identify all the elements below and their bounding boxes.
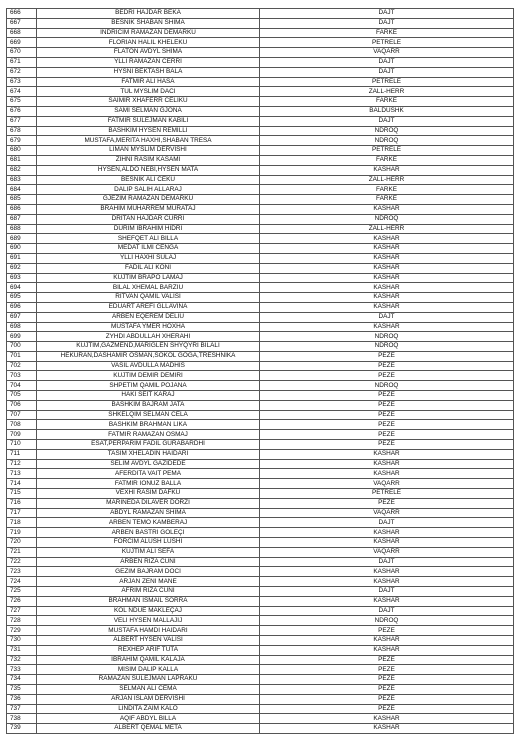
records-table-body	[7, 9, 514, 734]
village-name: VAQARR	[260, 508, 514, 518]
table-row	[7, 577, 514, 587]
owner-name: HYSNI BEKTASH BALA	[37, 67, 260, 77]
row-number: 705	[7, 391, 37, 401]
row-number: 718	[7, 518, 37, 528]
village-name: KASHAR	[260, 302, 514, 312]
village-name: KASHAR	[260, 263, 514, 273]
village-name: KASHAR	[260, 449, 514, 459]
table-row	[7, 587, 514, 597]
village-name: PEZE	[260, 626, 514, 636]
village-name: PEZE	[260, 675, 514, 685]
owner-name: AFRIM RIZA CUNI	[37, 587, 260, 597]
owner-name: KOL NDUE MAKLEÇAJ	[37, 606, 260, 616]
table-row	[7, 616, 514, 626]
table-row	[7, 312, 514, 322]
owner-name: FATMIR IONUZ BALLA	[37, 479, 260, 489]
row-number: 724	[7, 577, 37, 587]
table-row	[7, 684, 514, 694]
table-row	[7, 116, 514, 126]
owner-name: SHKELQIM SELMAN CELA	[37, 410, 260, 420]
owner-name: HYSEN,ALDO NEBI,HYSEN MATA	[37, 165, 260, 175]
row-number: 720	[7, 538, 37, 548]
owner-name: BESNIK ALI CEKU	[37, 175, 260, 185]
village-name: DAJT	[260, 587, 514, 597]
owner-name: KUJTIM BRAPO LAMAJ	[37, 273, 260, 283]
table-row	[7, 195, 514, 205]
table-row	[7, 391, 514, 401]
table-row	[7, 567, 514, 577]
village-name: KASHAR	[260, 244, 514, 254]
village-name: PETRELE	[260, 77, 514, 87]
village-name: BALDUSHK	[260, 106, 514, 116]
owner-name: FATMIR ALI HASA	[37, 77, 260, 87]
village-name: PEZE	[260, 361, 514, 371]
row-number: 688	[7, 224, 37, 234]
records-sheet	[6, 8, 507, 734]
row-number: 696	[7, 302, 37, 312]
owner-name: SAMI SELMAN GJONA	[37, 106, 260, 116]
village-name: NDROQ	[260, 342, 514, 352]
table-row	[7, 28, 514, 38]
village-name: VAQARR	[260, 48, 514, 58]
table-row	[7, 724, 514, 734]
village-name: DAJT	[260, 18, 514, 28]
row-number: 715	[7, 489, 37, 499]
village-name: PEZE	[260, 684, 514, 694]
row-number: 713	[7, 469, 37, 479]
owner-name: SAIMIR XHAFERR CELIKU	[37, 97, 260, 107]
village-name: KASHAR	[260, 283, 514, 293]
owner-name: REXHEP ARIF TUTA	[37, 645, 260, 655]
row-number: 698	[7, 322, 37, 332]
owner-name: SELIM AVDYL GAZIDEDE	[37, 459, 260, 469]
row-number: 686	[7, 204, 37, 214]
row-number: 676	[7, 106, 37, 116]
row-number: 670	[7, 48, 37, 58]
table-row	[7, 469, 514, 479]
owner-name: KUJTIM,GAZMEND,MARIGLEN SHYQYRI BILALI	[37, 342, 260, 352]
village-name: KASHAR	[260, 577, 514, 587]
owner-name: ZYHDI ABDULLAH XHERAHI	[37, 332, 260, 342]
table-row	[7, 126, 514, 136]
village-name: KASHAR	[260, 596, 514, 606]
table-row	[7, 244, 514, 254]
row-number: 707	[7, 410, 37, 420]
row-number: 704	[7, 381, 37, 391]
village-name: VAQARR	[260, 547, 514, 557]
village-name: DAJT	[260, 9, 514, 19]
owner-name: ARJAN ZENI MANE	[37, 577, 260, 587]
row-number: 722	[7, 557, 37, 567]
owner-name: FORCIM ALUSH LUSHI	[37, 538, 260, 548]
row-number: 736	[7, 694, 37, 704]
row-number: 697	[7, 312, 37, 322]
table-row	[7, 214, 514, 224]
owner-name: MUSTAFA,MERITA HAXHI,SHABAN TRESA	[37, 136, 260, 146]
table-row	[7, 489, 514, 499]
table-row	[7, 714, 514, 724]
owner-name: FLATON AVDYL SHIMA	[37, 48, 260, 58]
village-name: PEZE	[260, 704, 514, 714]
table-row	[7, 440, 514, 450]
table-row	[7, 538, 514, 548]
table-row	[7, 224, 514, 234]
table-row	[7, 518, 514, 528]
table-row	[7, 430, 514, 440]
village-name: DAJT	[260, 606, 514, 616]
row-number: 692	[7, 263, 37, 273]
owner-name: AQIF ABDYL BILLA	[37, 714, 260, 724]
village-name: KASHAR	[260, 636, 514, 646]
row-number: 711	[7, 449, 37, 459]
village-name: DAJT	[260, 518, 514, 528]
village-name: PETRELE	[260, 38, 514, 48]
village-name: PEZE	[260, 351, 514, 361]
row-number: 687	[7, 214, 37, 224]
table-row	[7, 655, 514, 665]
table-row	[7, 626, 514, 636]
village-name: PEZE	[260, 430, 514, 440]
village-name: FARKE	[260, 97, 514, 107]
row-number: 691	[7, 253, 37, 263]
row-number: 738	[7, 714, 37, 724]
row-number: 678	[7, 126, 37, 136]
village-name: PEZE	[260, 391, 514, 401]
owner-name: KUJTIM ALI SEFA	[37, 547, 260, 557]
row-number: 683	[7, 175, 37, 185]
table-row	[7, 400, 514, 410]
owner-name: INDRICIM RAMAZAN DEMARKU	[37, 28, 260, 38]
village-name: PETRELE	[260, 146, 514, 156]
row-number: 706	[7, 400, 37, 410]
row-number: 695	[7, 293, 37, 303]
row-number: 667	[7, 18, 37, 28]
table-row	[7, 636, 514, 646]
row-number: 723	[7, 567, 37, 577]
owner-name: GEZIM BAJRAM DOCI	[37, 567, 260, 577]
owner-name: TASIM XHELADIN HAIDARI	[37, 449, 260, 459]
village-name: KASHAR	[260, 645, 514, 655]
row-number: 675	[7, 97, 37, 107]
row-number: 734	[7, 675, 37, 685]
owner-name: SHEFQET ALI BILLA	[37, 234, 260, 244]
table-row	[7, 293, 514, 303]
owner-name: BILAL XHEMAL BARZIU	[37, 283, 260, 293]
row-number: 733	[7, 665, 37, 675]
row-number: 681	[7, 155, 37, 165]
village-name: KASHAR	[260, 528, 514, 538]
village-name: DAJT	[260, 116, 514, 126]
table-row	[7, 528, 514, 538]
owner-name: FATMIR SULEJMAN KABILI	[37, 116, 260, 126]
row-number: 669	[7, 38, 37, 48]
owner-name: YLLI RAMAZAN CERRI	[37, 57, 260, 67]
village-name: KASHAR	[260, 293, 514, 303]
row-number: 735	[7, 684, 37, 694]
row-number: 672	[7, 67, 37, 77]
owner-name: DRITAN HAJDAR CURRI	[37, 214, 260, 224]
table-row	[7, 322, 514, 332]
owner-name: MARINEDA DILAVER DORZI	[37, 498, 260, 508]
owner-name: AFERDITA VAIT PEMA	[37, 469, 260, 479]
table-row	[7, 361, 514, 371]
table-row	[7, 234, 514, 244]
table-row	[7, 57, 514, 67]
table-row	[7, 87, 514, 97]
table-row	[7, 381, 514, 391]
owner-name: KUJTIM DEMIR DEMIRI	[37, 371, 260, 381]
village-name: NDROQ	[260, 381, 514, 391]
owner-name: VEXHI RASIM DAFKU	[37, 489, 260, 499]
row-number: 666	[7, 9, 37, 19]
owner-name: ALBERT HYSEN VALISI	[37, 636, 260, 646]
village-name: NDROQ	[260, 136, 514, 146]
owner-name: LINDITA ZAIM KALO	[37, 704, 260, 714]
village-name: PEZE	[260, 694, 514, 704]
row-number: 689	[7, 234, 37, 244]
village-name: NDROQ	[260, 616, 514, 626]
table-row	[7, 38, 514, 48]
table-row	[7, 18, 514, 28]
row-number: 679	[7, 136, 37, 146]
row-number: 703	[7, 371, 37, 381]
row-number: 717	[7, 508, 37, 518]
row-number: 682	[7, 165, 37, 175]
table-row	[7, 146, 514, 156]
village-name: KASHAR	[260, 567, 514, 577]
owner-name: BASHKIM HYSEN REMILLI	[37, 126, 260, 136]
row-number: 685	[7, 195, 37, 205]
owner-name: MUSTAFA YMER HOXHA	[37, 322, 260, 332]
row-number: 732	[7, 655, 37, 665]
village-name: DAJT	[260, 67, 514, 77]
table-row	[7, 77, 514, 87]
owner-name: YLLI HAXHI SULAJ	[37, 253, 260, 263]
village-name: KASHAR	[260, 234, 514, 244]
village-name: ZALL-HERR	[260, 175, 514, 185]
row-number: 700	[7, 342, 37, 352]
table-row	[7, 508, 514, 518]
row-number: 694	[7, 283, 37, 293]
owner-name: MUSTAFA HAMDI HAIDARI	[37, 626, 260, 636]
row-number: 709	[7, 430, 37, 440]
row-number: 739	[7, 724, 37, 734]
owner-name: VELI HYSEN MALLAJIJ	[37, 616, 260, 626]
owner-name: EDUART AREFI GLLAVINA	[37, 302, 260, 312]
village-name: KASHAR	[260, 253, 514, 263]
row-number: 673	[7, 77, 37, 87]
owner-name: BRAHMAN ISMAIL SORRA	[37, 596, 260, 606]
row-number: 721	[7, 547, 37, 557]
table-row	[7, 97, 514, 107]
records-table	[6, 8, 514, 734]
table-row	[7, 185, 514, 195]
table-row	[7, 479, 514, 489]
village-name: PEZE	[260, 440, 514, 450]
village-name: ZALL-HERR	[260, 87, 514, 97]
row-number: 712	[7, 459, 37, 469]
row-number: 714	[7, 479, 37, 489]
table-row	[7, 342, 514, 352]
village-name: PETRELE	[260, 489, 514, 499]
village-name: KASHAR	[260, 322, 514, 332]
owner-name: TUL MYSLIM DACI	[37, 87, 260, 97]
owner-name: ARBEN TEMO KAMBERAJ	[37, 518, 260, 528]
table-row	[7, 106, 514, 116]
owner-name: HEKURAN,DASHAMIR OSMAN,SOKOL GOGA,TRESHNIKA	[37, 351, 260, 361]
village-name: FARKE	[260, 155, 514, 165]
table-row	[7, 645, 514, 655]
row-number: 702	[7, 361, 37, 371]
table-row	[7, 155, 514, 165]
owner-name: ALBERT QEMAL META	[37, 724, 260, 734]
table-row	[7, 253, 514, 263]
village-name: KASHAR	[260, 538, 514, 548]
row-number: 731	[7, 645, 37, 655]
owner-name: SELMAN ALI CEMA	[37, 684, 260, 694]
table-row	[7, 694, 514, 704]
owner-name: BESNIK SHABAN SHIMA	[37, 18, 260, 28]
row-number: 684	[7, 185, 37, 195]
row-number: 730	[7, 636, 37, 646]
table-row	[7, 175, 514, 185]
owner-name: MISIM DALIP KALLA	[37, 665, 260, 675]
owner-name: FLORIAN HALIL KHELEKU	[37, 38, 260, 48]
table-row	[7, 675, 514, 685]
row-number: 693	[7, 273, 37, 283]
table-row	[7, 371, 514, 381]
owner-name: IBRAHIM QAMIL KALAJA	[37, 655, 260, 665]
owner-name: VASIL AVDULLA MADHIS	[37, 361, 260, 371]
row-number: 677	[7, 116, 37, 126]
village-name: FARKE	[260, 28, 514, 38]
village-name: PEZE	[260, 665, 514, 675]
row-number: 727	[7, 606, 37, 616]
owner-name: ARBEN EQEREM DELIU	[37, 312, 260, 322]
village-name: PEZE	[260, 410, 514, 420]
table-row	[7, 459, 514, 469]
table-row	[7, 420, 514, 430]
owner-name: BRAHIM MUHARREM MURATAJ	[37, 204, 260, 214]
village-name: KASHAR	[260, 459, 514, 469]
table-row	[7, 67, 514, 77]
owner-name: ARBEN BASTRI GOLEÇI	[37, 528, 260, 538]
owner-name: DURIM IBRAHIM HIDRI	[37, 224, 260, 234]
owner-name: ZIHNI RASIM KASAMI	[37, 155, 260, 165]
table-row	[7, 263, 514, 273]
table-row	[7, 204, 514, 214]
village-name: KASHAR	[260, 204, 514, 214]
owner-name: RITVAN QAMIL VALISI	[37, 293, 260, 303]
row-number: 716	[7, 498, 37, 508]
row-number: 729	[7, 626, 37, 636]
table-row	[7, 704, 514, 714]
village-name: FARKE	[260, 185, 514, 195]
table-row	[7, 596, 514, 606]
table-row	[7, 283, 514, 293]
row-number: 701	[7, 351, 37, 361]
table-row	[7, 547, 514, 557]
owner-name: SHPETIM QAMIL POJANA	[37, 381, 260, 391]
table-row	[7, 165, 514, 175]
village-name: NDROQ	[260, 332, 514, 342]
table-row	[7, 302, 514, 312]
owner-name: ARBEN RIZA CUNI	[37, 557, 260, 567]
owner-name: BASHKIM BRAHMAN LIKA	[37, 420, 260, 430]
village-name: NDROQ	[260, 214, 514, 224]
village-name: KASHAR	[260, 469, 514, 479]
table-row	[7, 449, 514, 459]
village-name: VAQARR	[260, 479, 514, 489]
row-number: 737	[7, 704, 37, 714]
owner-name: LIMAN MYSLIM DERVISHI	[37, 146, 260, 156]
village-name: PEZE	[260, 498, 514, 508]
table-row	[7, 665, 514, 675]
table-row	[7, 351, 514, 361]
owner-name: HAKI SEIT KARAJ	[37, 391, 260, 401]
village-name: DAJT	[260, 312, 514, 322]
row-number: 708	[7, 420, 37, 430]
village-name: KASHAR	[260, 273, 514, 283]
row-number: 710	[7, 440, 37, 450]
village-name: DAJT	[260, 57, 514, 67]
row-number: 726	[7, 596, 37, 606]
table-row	[7, 557, 514, 567]
owner-name: GJEZIM RAMAZAN DEMARKU	[37, 195, 260, 205]
owner-name: MEDAT ILMI CENGA	[37, 244, 260, 254]
village-name: PEZE	[260, 400, 514, 410]
village-name: FARKE	[260, 195, 514, 205]
row-number: 671	[7, 57, 37, 67]
owner-name: ESAT,PERPARIM FADIL GURABARDHI	[37, 440, 260, 450]
village-name: PEZE	[260, 655, 514, 665]
table-row	[7, 48, 514, 58]
owner-name: DALIP SALIH ALLARAJ	[37, 185, 260, 195]
owner-name: FATMIR RAMAZAN OSMAJ	[37, 430, 260, 440]
owner-name: ABDYL RAMAZAN SHIMA	[37, 508, 260, 518]
table-row	[7, 410, 514, 420]
village-name: KASHAR	[260, 714, 514, 724]
table-row	[7, 136, 514, 146]
village-name: PEZE	[260, 371, 514, 381]
owner-name: BASHKIM BAJRAM JATA	[37, 400, 260, 410]
table-row	[7, 273, 514, 283]
table-row	[7, 332, 514, 342]
table-row	[7, 606, 514, 616]
table-row	[7, 498, 514, 508]
row-number: 690	[7, 244, 37, 254]
row-number: 728	[7, 616, 37, 626]
village-name: DAJT	[260, 557, 514, 567]
owner-name: FADIL ALI KONI	[37, 263, 260, 273]
row-number: 725	[7, 587, 37, 597]
row-number: 680	[7, 146, 37, 156]
village-name: KASHAR	[260, 165, 514, 175]
village-name: KASHAR	[260, 724, 514, 734]
table-row	[7, 9, 514, 19]
row-number: 668	[7, 28, 37, 38]
row-number: 699	[7, 332, 37, 342]
owner-name: BEDRI HAJDAR BEKA	[37, 9, 260, 19]
village-name: PEZE	[260, 420, 514, 430]
row-number: 674	[7, 87, 37, 97]
row-number: 719	[7, 528, 37, 538]
village-name: NDROQ	[260, 126, 514, 136]
owner-name: ARJAN ISLAM DERVISHI	[37, 694, 260, 704]
owner-name: RAMAZAN SULEJMAN LAPRAKU	[37, 675, 260, 685]
village-name: ZALL-HERR	[260, 224, 514, 234]
